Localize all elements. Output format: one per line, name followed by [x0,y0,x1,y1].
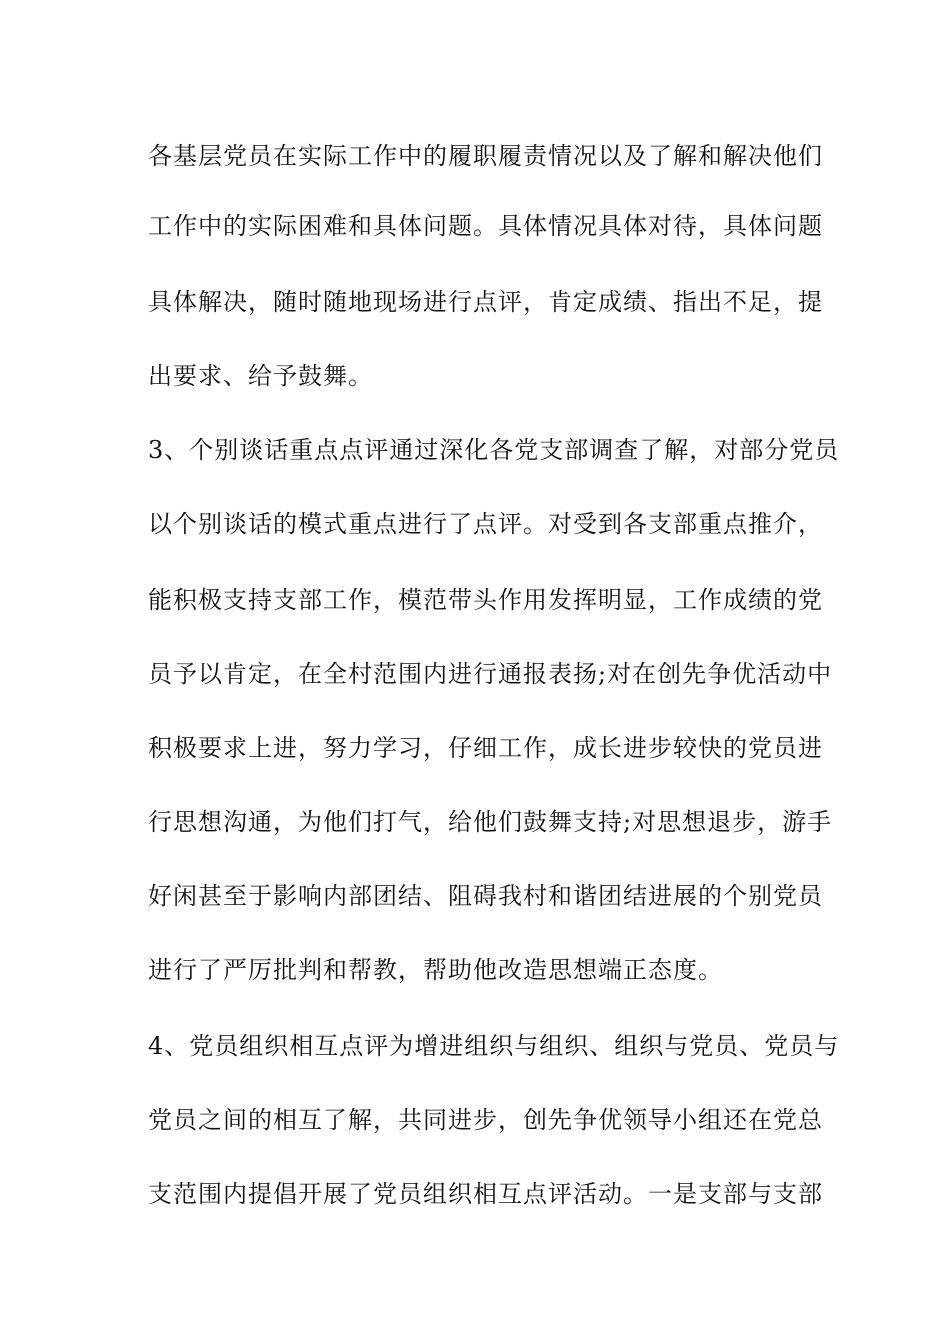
text-line: 进行了严厉批判和帮教，帮助他改造思想端正态度。 [148,956,723,984]
text-line: 支范围内提倡开展了党员组织相互点评活动。一是支部与支部 [148,1180,823,1208]
text-line: 具体解决，随时随地现场进行点评，肯定成绩、指出不足，提 [148,288,823,316]
text-line: 能积极支持支部工作，模范带头作用发挥明显，工作成绩的党 [148,586,823,614]
text-line: 员予以肯定，在全村范围内进行通报表扬;对在创先争优活动中 [148,660,833,688]
text-line: 工作中的实际困难和具体问题。具体情况具体对待，具体问题 [148,212,823,240]
text-line: 好闲甚至于影响内部团结、阻碍我村和谐团结进展的个别党员 [148,882,823,910]
text-line: 4、党员组织相互点评为增进组织与组织、组织与党员、党员与 [148,1032,840,1060]
text-line: 3、个别谈话重点点评通过深化各党支部调查了解，对部分党员 [148,436,840,464]
text-line: 行思想沟通，为他们打气，给他们鼓舞支持;对思想退步，游手 [148,808,833,836]
text-line: 以个别谈话的模式重点进行了点评。对受到各支部重点推介， [148,510,823,538]
text-line: 党员之间的相互了解，共同进步，创先争优领导小组还在党总 [148,1106,823,1134]
text-line: 出要求、给予鼓舞。 [148,362,373,390]
text-line: 各基层党员在实际工作中的履职履责情况以及了解和解决他们 [148,142,823,170]
text-line: 积极要求上进，努力学习，仔细工作，成长进步较快的党员进 [148,734,823,762]
